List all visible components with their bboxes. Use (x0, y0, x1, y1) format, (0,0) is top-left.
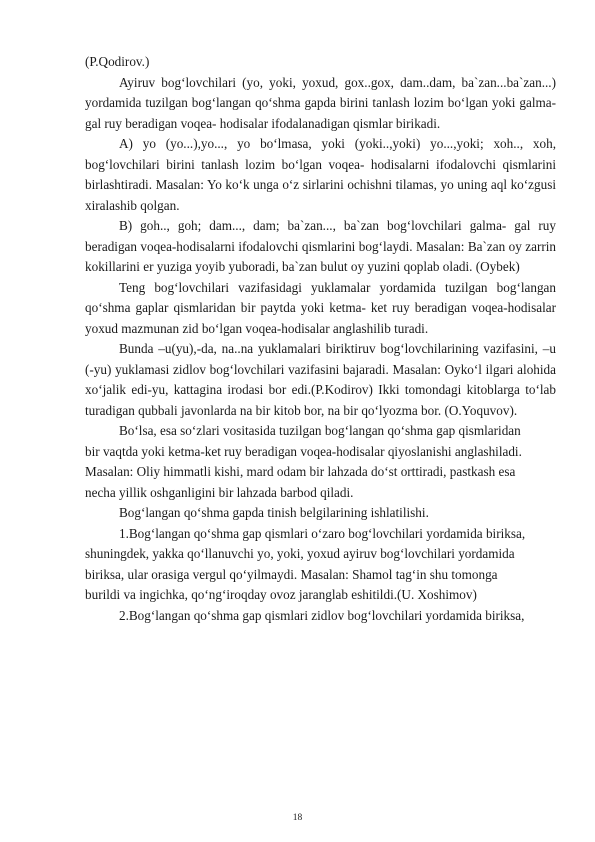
text-line: bir vaqtda yoki ketma-ket ruy beradigan voqea-hodisalar qiyoslanishi anglashiladi. (85, 443, 522, 459)
section-heading-punctuation: Bogʻlangan qoʻshma gapda tinish belgilarining ishlatilishi. (119, 505, 429, 520)
attribution-line: (P.Qodirov.) (85, 54, 150, 69)
paragraph-ayiruv: Ayiruv bogʻlovchilari (yo, yoki, yoxud, gox..gox, dam..dam, ba`zan...ba`zan...) yordamida tuzilgan bogʻlangan qoʻshma gapda birini tanlash lozim boʻlgan yoki galma-gal ruy beradigan voqea- hodisalar ifodalanadigan qismlar birikadi. (85, 74, 556, 131)
text-line: Masalan: Oliy himmatli kishi, mard odam bir lahzada doʻst orttiradi, pastkash esa (85, 464, 516, 479)
page-number: 18 (292, 813, 303, 823)
paragraph-teng: Teng bogʻlovchilari vazifasidagi yuklamalar yordamida tuzilgan bogʻlangan qoʻshma gaplar qismlaridan bir paytda yoki ketma- ket ruy beradigan voqea-hodisalar yoxud mazmunan zid boʻlgan voqea-hodisalar anglashilib turadi. (85, 279, 556, 336)
text-line: necha yillik oshganligini bir lahzada barbod qiladi. (85, 484, 354, 500)
text-line: Boʻlsa, esa soʻzlari vositasida tuzilgan bogʻlangan qoʻshma gap qismlaridan (119, 423, 521, 438)
text-line: burildi va ingichka, qoʻngʻiroqday ovoz jaranglab eshitildi.(U. Xoshimov) (85, 587, 477, 602)
paragraph-bunda: Bunda –u(yu),-da, na..na yuklamalari biriktiruv bogʻlovchilarining vazifasini, –u (-yu) yuklamasi zidlov bogʻlovchilari vazifasini bajaradi. Masalan: Oykoʻl ilgari alohida xoʻjalik edi-yu, kattagina irodasi bor edi.(P.Kodirov) Ikki tomondagi kitoblarga toʻlab turadigan qubbali javonlarda na bir kitob bor, na bir qoʻlyozma bor. (O.Yoquvov). (85, 341, 556, 418)
paragraph-b: B) goh.., goh; dam..., dam; ba`zan..., ba`zan bogʻlovchilari galma- gal ruy beradigan voqea-hodisalarni ifodalovchi qismlarini bogʻlaydi. Masalan: Ba`zan oy zarrin kokillarini er yuziga yoyib yuboradi, ba`zan bulut oy yuzini qoplab oladi. (Oybek) (85, 218, 556, 274)
text-line: biriksa, ular orasiga vergul qoʻyilmaydi. Masalan: Shamol tagʻin shu tomonga (85, 566, 498, 582)
text-line: 2.Bogʻlangan qoʻshma gap qismlari zidlov bogʻlovchilari yordamida biriksa, (119, 607, 525, 623)
paragraph-a: A) yo (yo...),yo..., yo boʻlmasa, yoki (yoki..,yoki) yo...,yoki; xoh.., xoh, bogʻlovchilari birini tanlash lozim boʻlgan voqea- hodisalarni ifodalovchi qismlarini birlashtiradi. Masalan: Yo koʻk unga oʻz sirlarini ochishni tilamas, yo uning aql koʻzgusi xiralashib qolgan. (85, 136, 556, 213)
text-line: shuningdek, yakka qoʻllanuvchi yo, yoki, yoxud ayiruv bogʻlovchilari yordamida (85, 546, 515, 561)
body-text (85, 52, 556, 626)
text-line: 1.Bogʻlangan qoʻshma gap qismlari oʻzaro bogʻlovchilari yordamida biriksa, (119, 525, 526, 541)
